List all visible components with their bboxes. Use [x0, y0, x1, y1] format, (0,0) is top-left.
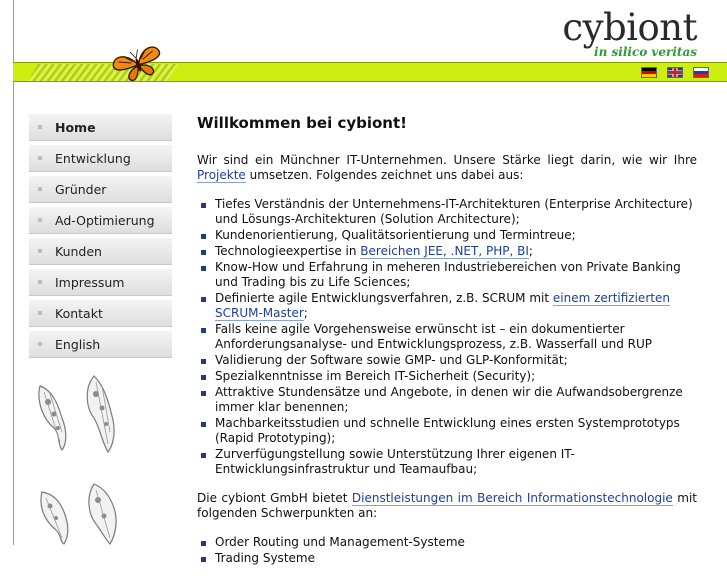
main-content	[197, 114, 697, 580]
flag-russian-icon[interactable]	[693, 67, 709, 78]
nav-bullet-icon	[38, 156, 42, 160]
nav-item-home[interactable]	[29, 114, 172, 141]
nav-item-label: Entwicklung	[55, 151, 131, 166]
nav-item-kunden[interactable]	[29, 238, 172, 265]
nav-item-label: Impressum	[55, 275, 125, 290]
list-item: Attraktive Stundensätze und Angebote, in denen wir die Aufwandsobergrenze immer klar benennen;	[197, 385, 697, 415]
nav-item-english[interactable]	[29, 331, 172, 358]
nav-bullet-icon	[38, 249, 42, 253]
services-text-end: mit folgenden Schwerpunkten an:	[197, 491, 698, 520]
list-item	[197, 244, 697, 259]
nav-item-label: Ad-Optimierung	[55, 213, 155, 228]
list-item: Kundenorientierung, Qualitätsorientierung und Termintreue;	[197, 228, 697, 243]
nav-item-label: Kunden	[55, 244, 102, 259]
nav-bullet-icon	[38, 187, 42, 191]
list-item-text-end: ;	[303, 306, 308, 320]
nav-item-gruender[interactable]	[29, 176, 172, 203]
nav-item-entwicklung[interactable]	[29, 145, 172, 172]
list-item: Spezialkenntnisse im Bereich IT-Sicherheit (Security);	[197, 369, 697, 384]
butterfly-icon	[110, 44, 166, 82]
list-item: Know-How und Erfahrung in meheren Industriebereichen von Private Banking und Trading bis zu Life Sciences;	[197, 260, 697, 290]
page-title: Willkommen bei cybiont!	[197, 114, 407, 132]
list-item: Validierung der Software sowie GMP- und GLP-Konformität;	[197, 353, 697, 368]
projekte-link[interactable]: Projekte	[197, 168, 246, 182]
nav-bullet-icon	[38, 311, 42, 315]
services-link[interactable]: Dienstleistungen im Bereich Informationstechnologie	[351, 491, 673, 505]
nav-item-ad-optimierung[interactable]	[29, 207, 172, 234]
nav-bullet-icon	[38, 218, 42, 222]
nav-item-kontakt[interactable]	[29, 300, 172, 327]
butterfly-sketch-icon	[32, 372, 157, 545]
nav-bullet-icon	[38, 342, 42, 346]
flag-english-icon[interactable]	[667, 67, 683, 78]
list-item: Order Routing und Management-Systeme	[197, 535, 697, 550]
list-item: Trading Systeme	[197, 551, 697, 566]
intro-text-end: umsetzen. Folgendes zeichnet uns dabei aus:	[245, 168, 524, 182]
list-item-text-end: ;	[528, 244, 533, 258]
logo-text: cybiont	[562, 6, 697, 49]
sidebar-nav	[29, 114, 172, 362]
logo-tagline: in silico veritas	[594, 45, 697, 59]
list-item: Falls keine agile Vorgehensweise erwünscht ist – ein dokumentierter Anforderungsanalyse- und Entwicklungsprozess, z.B. Wasserfall und RUP	[197, 322, 697, 352]
nav-bullet-icon	[38, 125, 42, 129]
nav-item-label: Kontakt	[55, 306, 103, 321]
nav-item-impressum[interactable]	[29, 269, 172, 296]
list-item: Tiefes Verständnis der Unternehmens-IT-Architekturen (Enterprise Architecture) und Lösungs-Architekturen (Solution Architecture);	[197, 197, 697, 227]
intro-paragraph	[197, 153, 697, 183]
services-text: Die cybiont GmbH bietet	[197, 491, 352, 505]
strengths-list	[197, 197, 697, 477]
list-item-text: Technologieexpertise in	[215, 244, 361, 258]
list-item-text: Definierte agile Entwicklungsverfahren, z.B. SCRUM mit	[215, 291, 553, 305]
list-item: Zurverfügungstellung sowie Unterstützung Ihrer eigenen IT-Entwicklungsinfrastruktur und Teamaufbau;	[197, 447, 697, 477]
scrum-master-link[interactable]: einem zertifizierten SCRUM-Master	[215, 291, 670, 320]
technology-link[interactable]: Bereichen JEE, .NET, PHP, BI	[360, 244, 529, 258]
nav-item-label: English	[55, 337, 101, 352]
nav-item-label: Home	[55, 120, 96, 135]
logo[interactable]	[562, 8, 697, 59]
nav-item-label: Gründer	[55, 182, 107, 197]
services-list	[197, 535, 697, 566]
services-paragraph	[197, 491, 697, 521]
intro-text: Wir sind ein Münchner IT-Unternehmen. Unsere Stärke liegt darin, wie wir Ihre	[197, 153, 697, 167]
list-item	[197, 291, 697, 321]
nav-bullet-icon	[38, 280, 42, 284]
language-switcher	[641, 67, 709, 78]
list-item: Machbarkeitsstudien und schnelle Entwicklung eines ersten Systemprototyps (Rapid Prototyping);	[197, 416, 697, 446]
flag-german-icon[interactable]	[641, 67, 657, 78]
